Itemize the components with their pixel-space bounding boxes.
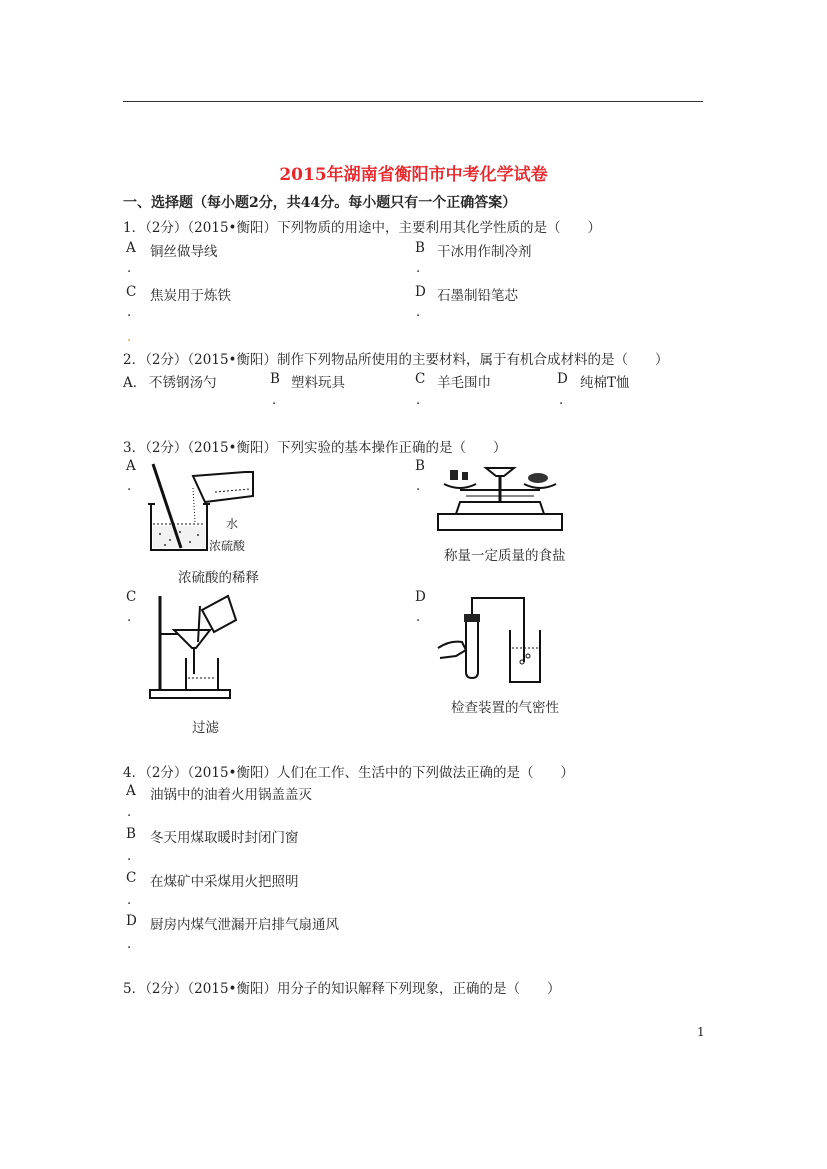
q3-option-c-caption: 过滤: [192, 720, 219, 736]
q3-option-c-letter: C: [126, 589, 137, 605]
q4-stem: 4．（2分）（2015•衡阳）人们在工作、生活中的下列做法正确的是（ ）: [123, 765, 574, 781]
q2-option-a-text: 不锈钢汤勺: [149, 375, 217, 391]
header-rule: [123, 101, 703, 102]
label-water: 水: [226, 517, 239, 531]
q3-option-d-letter: D: [415, 589, 426, 605]
option-dot: .: [127, 610, 132, 625]
q3-option-a-caption: 浓硫酸的稀释: [178, 570, 259, 586]
q4-option-d-text: 厨房内煤气泄漏开启排气扇通风: [150, 917, 339, 933]
q1-option-a-letter: A: [126, 240, 136, 256]
option-dot: .: [127, 305, 132, 320]
option-dot: .: [127, 330, 132, 345]
q3-option-b-letter: B: [415, 458, 425, 474]
q4-option-a-letter: A: [126, 783, 136, 799]
q4-option-c-text: 在煤矿中采煤用火把照明: [150, 874, 299, 890]
q1-option-d-text: 石墨制铅笔芯: [437, 288, 518, 304]
q2-option-d-letter: D: [557, 371, 568, 387]
option-dot: .: [127, 479, 132, 494]
q1-stem: 1．（2分）（2015•衡阳）下列物质的用途中，主要利用其化学性质的是（ ）: [123, 220, 601, 236]
q1-option-a-text: 铜丝做导线: [150, 244, 218, 260]
q3-option-d-caption: 检查装置的气密性: [451, 700, 559, 716]
option-dot: .: [416, 479, 421, 494]
airtightness-figure: [436, 590, 546, 685]
q2-option-d-text: 纯棉T恤: [580, 375, 630, 391]
q2-option-c-letter: C: [415, 371, 426, 387]
q2-stem: 2．（2分）（2015•衡阳）制作下列物品所使用的主要材料，属于有机合成材料的是（ ）: [123, 352, 669, 368]
page-number: 1: [697, 1025, 705, 1039]
label-concentrated-acid: 浓硫酸: [209, 539, 246, 553]
section-heading: 一、选择题（每小题2分，共44分。每小题只有一个正确答案）: [123, 195, 517, 211]
q2-option-a-letter: A．: [123, 375, 147, 391]
acid-dilution-figure: [145, 462, 265, 557]
option-dot: .: [272, 393, 277, 408]
q4-option-b-letter: B: [126, 826, 136, 842]
q1-option-b-letter: B: [415, 240, 425, 256]
q4-option-b-text: 冬天用煤取暖时封闭门窗: [150, 830, 299, 846]
q1-option-c-letter: C: [126, 284, 137, 300]
q2-option-b-text: 塑料玩具: [291, 375, 345, 391]
q1-option-c-text: 焦炭用于炼铁: [150, 288, 231, 304]
q2-option-c-text: 羊毛围巾: [437, 375, 491, 391]
option-dot: .: [127, 261, 132, 276]
q4-option-c-letter: C: [126, 870, 137, 886]
q1-option-b-text: 干冰用作制冷剂: [437, 244, 532, 260]
filtration-figure: [148, 592, 243, 702]
option-dot: .: [416, 610, 421, 625]
q2-option-b-letter: B: [270, 371, 280, 387]
q5-stem: 5．（2分）（2015•衡阳）用分子的知识解释下列现象，正确的是（ ）: [123, 981, 561, 997]
option-dot: .: [127, 937, 132, 952]
option-dot: .: [559, 393, 564, 408]
option-dot: .: [127, 849, 132, 864]
q3-option-a-letter: A: [126, 458, 136, 474]
option-dot: .: [416, 305, 421, 320]
q3-stem: 3．（2分）（2015•衡阳）下列实验的基本操作正确的是（ ）: [123, 440, 507, 456]
q4-option-a-text: 油锅中的油着火用锅盖盖灭: [150, 787, 312, 803]
balance-scale-figure: [436, 462, 566, 532]
option-dot: .: [127, 893, 132, 908]
page-title: 2015年湖南省衡阳市中考化学试卷: [279, 165, 548, 185]
option-dot: .: [416, 261, 421, 276]
option-dot: .: [416, 393, 421, 408]
q4-option-d-letter: D: [126, 913, 137, 929]
q3-option-b-caption: 称量一定质量的食盐: [444, 548, 566, 564]
q1-option-d-letter: D: [415, 284, 426, 300]
option-dot: .: [127, 805, 132, 820]
